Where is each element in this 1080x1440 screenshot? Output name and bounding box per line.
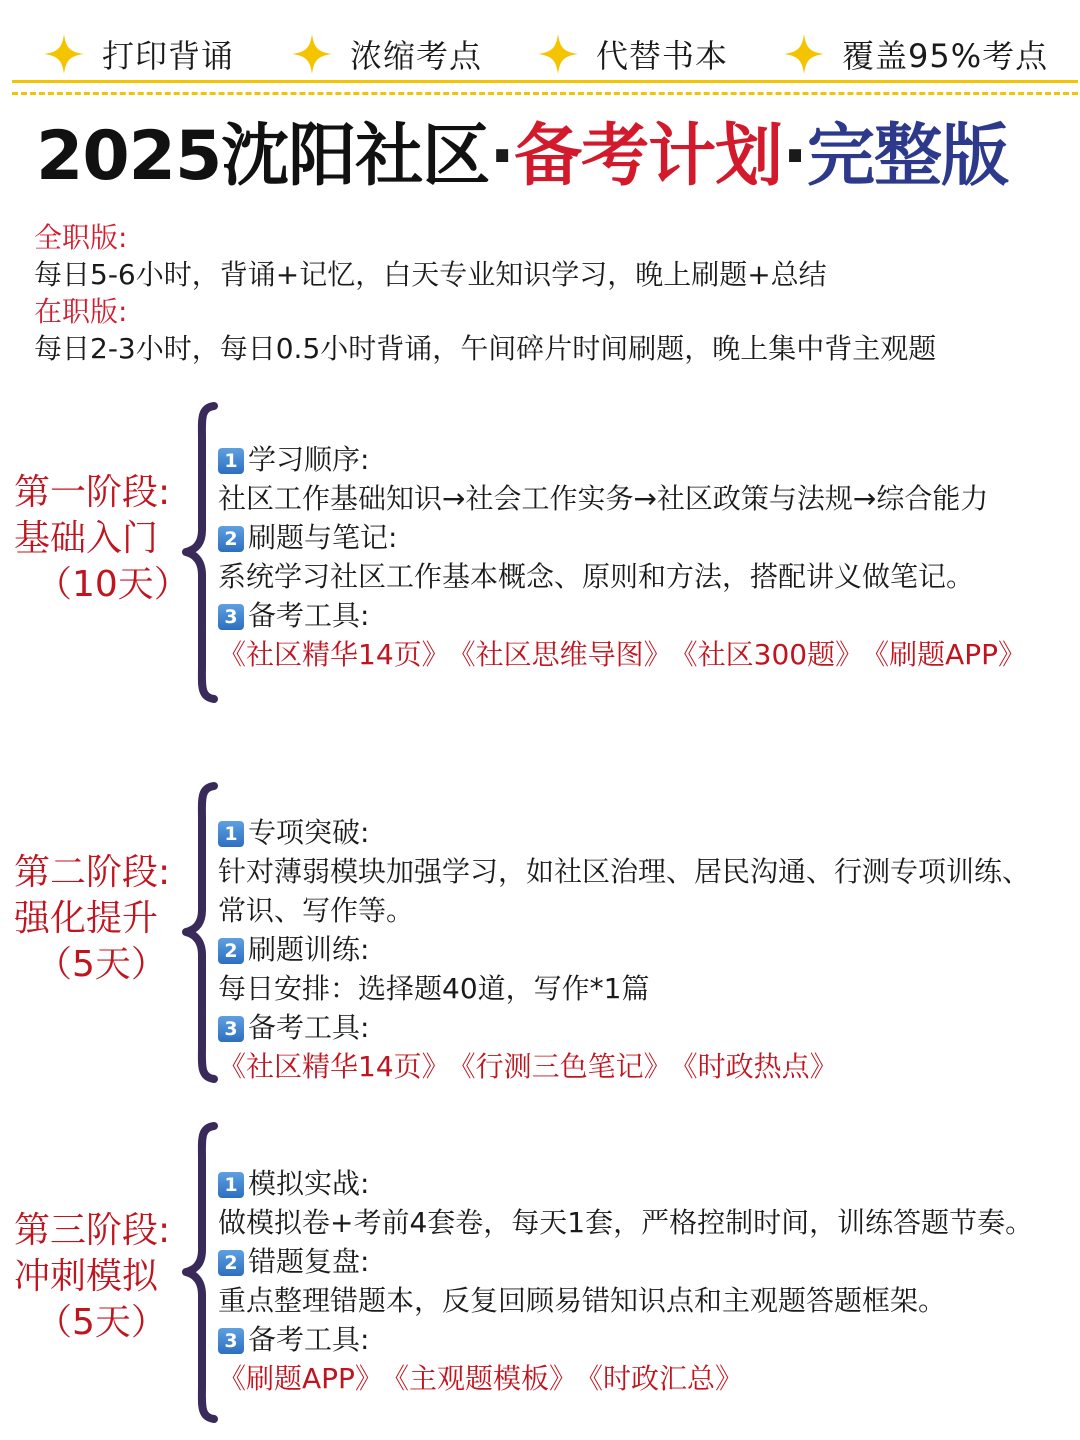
sparkle-star-icon — [538, 34, 578, 74]
list-item — [218, 813, 1080, 852]
book-title: 《刷题APP》 — [875, 638, 1027, 671]
stage-name: 第三阶段: — [14, 1210, 171, 1251]
stage-name: 第二阶段: — [14, 852, 171, 893]
book-title: 《行测三色笔记》 — [461, 1050, 672, 1083]
book-title: 《社区精华14页》 — [218, 638, 450, 671]
tag-label: 浓缩考点 — [350, 37, 483, 75]
stage-items — [218, 440, 1080, 675]
curly-brace-icon — [180, 780, 220, 1085]
book-title: 《社区精华14页》 — [218, 1050, 450, 1083]
book-title: 《社区思维导图》 — [461, 638, 672, 671]
book-title: 《时政汇总》 — [588, 1362, 743, 1395]
item-text: 常识、写作等。 — [218, 894, 415, 927]
item-heading: 备考工具: — [248, 1011, 370, 1044]
stage-subtitle: 冲刺模拟 — [14, 1256, 159, 1297]
title-part-edition: 完整版 — [806, 117, 1008, 196]
stage-days: （10天） — [36, 564, 190, 605]
item-heading: 模拟实战: — [248, 1167, 370, 1200]
title-separator: · — [489, 117, 515, 196]
fulltime-text: 每日5-6小时，背诵+记忆，白天专业知识学习，晚上刷题+总结 — [34, 258, 827, 291]
number-1-icon: 1 — [218, 448, 244, 474]
item-heading: 备考工具: — [248, 1323, 370, 1356]
stage-days: （5天） — [36, 944, 167, 985]
stage-days: （5天） — [36, 1302, 167, 1343]
stage-subtitle: 强化提升 — [14, 898, 159, 939]
list-item — [218, 1008, 1080, 1047]
book-title: 《刷题APP》 — [218, 1362, 383, 1395]
number-2-icon: 2 — [218, 1250, 244, 1276]
parttime-text: 每日2-3小时，每日0.5小时背诵，午间碎片时间刷题，晚上集中背主观题 — [34, 332, 937, 365]
tag-label: 覆盖95%考点 — [842, 37, 1049, 75]
tag-condense — [292, 26, 482, 82]
stage-3 — [0, 1120, 1080, 1425]
divider-solid — [12, 80, 1078, 83]
parttime-label: 在职版: — [34, 295, 128, 328]
list-item — [218, 596, 1080, 635]
item-text: 系统学习社区工作基本概念、原则和方法，搭配讲义做笔记。 — [218, 560, 975, 593]
sparkle-star-icon — [44, 34, 84, 74]
feature-tag-bar — [0, 26, 1080, 82]
curly-brace-icon — [180, 1120, 220, 1425]
curly-brace-icon — [180, 400, 220, 705]
number-2-icon: 2 — [218, 526, 244, 552]
stage-label — [14, 1208, 189, 1346]
sparkle-star-icon — [292, 34, 332, 74]
stage-items — [218, 1164, 1080, 1399]
tag-label: 打印背诵 — [102, 37, 235, 75]
number-2-icon: 2 — [218, 938, 244, 964]
item-text: 针对薄弱模块加强学习，如社区治理、居民沟通、行测专项训练、 — [218, 855, 1031, 888]
number-3-icon: 3 — [218, 604, 244, 630]
list-item — [218, 518, 1080, 557]
sparkle-star-icon — [784, 34, 824, 74]
title-part-city: 2025沈阳社区 — [36, 117, 490, 196]
list-item — [218, 1164, 1080, 1203]
number-1-icon: 1 — [218, 1172, 244, 1198]
page-title — [36, 112, 1076, 202]
book-list — [218, 635, 1080, 675]
item-text: 每日安排：选择题40道，写作*1篇 — [218, 972, 650, 1005]
list-item — [218, 930, 1080, 969]
stage-2 — [0, 780, 1080, 1085]
stage-label — [14, 470, 189, 608]
divider-dashed — [12, 92, 1078, 95]
book-title: 《社区300题》 — [683, 638, 864, 671]
list-item — [218, 440, 1080, 479]
number-1-icon: 1 — [218, 821, 244, 847]
tag-label: 代替书本 — [596, 37, 729, 75]
list-item — [218, 1242, 1080, 1281]
item-heading: 备考工具: — [248, 599, 370, 632]
item-text: 做模拟卷+考前4套卷，每天1套，严格控制时间，训练答题节奏。 — [218, 1206, 1034, 1239]
study-modes — [34, 220, 1074, 368]
number-3-icon: 3 — [218, 1328, 244, 1354]
list-item — [218, 1320, 1080, 1359]
stage-name: 第一阶段: — [14, 472, 171, 513]
item-text: 重点整理错题本，反复回顾易错知识点和主观题答题框架。 — [218, 1284, 947, 1317]
item-heading: 错题复盘: — [248, 1245, 370, 1278]
tag-print — [44, 26, 234, 82]
title-part-plan: 备考计划 — [514, 117, 783, 196]
item-heading: 刷题与笔记: — [248, 521, 398, 554]
tag-coverage — [784, 26, 1048, 82]
stage-1 — [0, 400, 1080, 705]
fulltime-label: 全职版: — [34, 221, 128, 254]
book-list — [218, 1359, 1080, 1399]
tag-replace-book — [538, 26, 728, 82]
stage-label — [14, 850, 189, 988]
item-heading: 专项突破: — [248, 816, 370, 849]
item-heading: 刷题训练: — [248, 933, 370, 966]
book-title: 《主观题模板》 — [394, 1362, 577, 1395]
stage-subtitle: 基础入门 — [14, 518, 159, 559]
book-title: 《时政热点》 — [683, 1050, 838, 1083]
book-list — [218, 1047, 1080, 1087]
item-text: 社区工作基础知识→社会工作实务→社区政策与法规→综合能力 — [218, 482, 989, 515]
stage-items — [218, 813, 1080, 1087]
title-separator: · — [782, 117, 807, 196]
item-heading: 学习顺序: — [248, 443, 370, 476]
number-3-icon: 3 — [218, 1016, 244, 1042]
